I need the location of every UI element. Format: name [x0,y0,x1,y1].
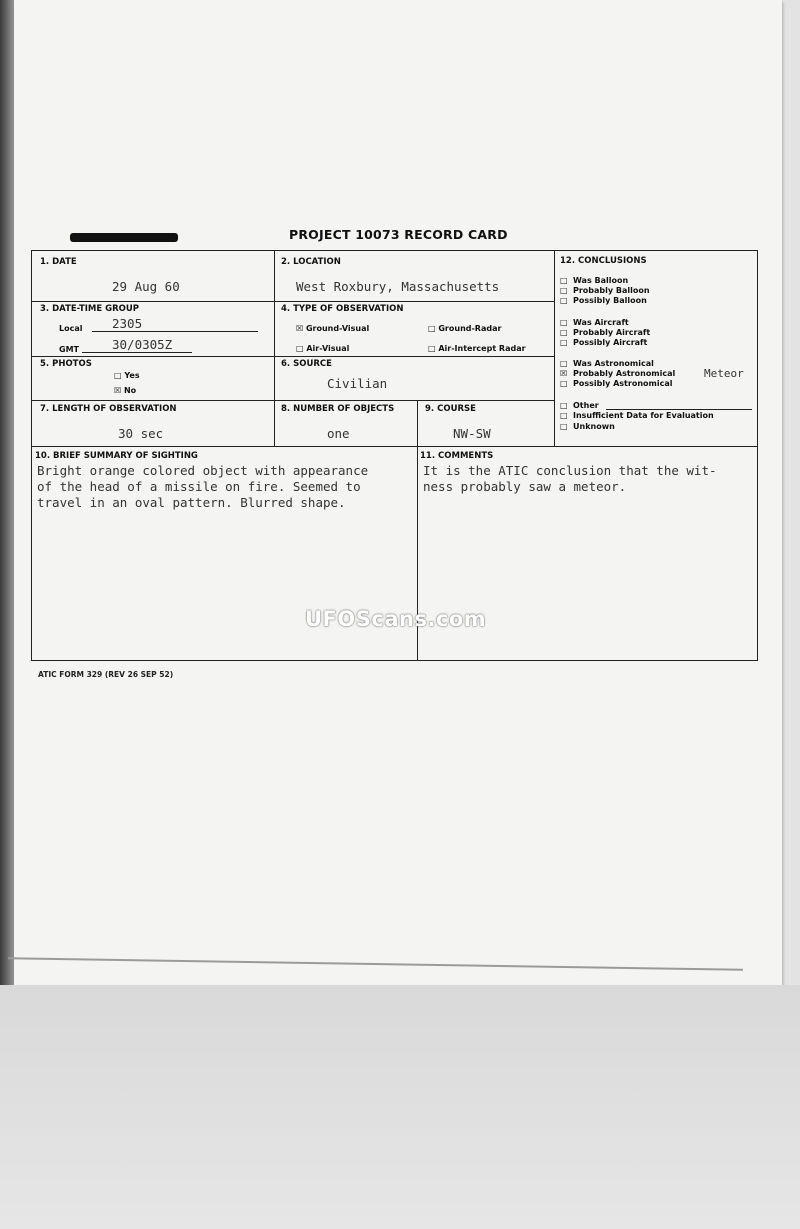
underlying-page [0,985,800,1229]
location-value: West Roxbury, Massachusetts [296,279,500,294]
probably-aircraft-option: □ Probably Aircraft [560,328,651,337]
photos-no-option: ☒ No [114,386,137,395]
summary-label: 10. BRIEF SUMMARY OF SIGHTING [35,451,198,461]
checkbox-icon: □ [560,286,568,295]
ground-visual-option: ☒ Ground-Visual [296,324,370,333]
local-time-label: Local [59,324,83,333]
dtg-label: 3. DATE-TIME GROUP [40,304,140,314]
divider [274,250,275,446]
checkbox-icon: □ [560,328,568,337]
checkbox-icon: □ [296,344,304,353]
possibly-astronomical-option: □ Possibly Astronomical [560,379,673,388]
conclusions-label: 12. CONCLUSIONS [560,256,647,266]
was-balloon-option: □ Was Balloon [560,276,629,285]
checkbox-icon: □ [560,411,568,420]
photos-label: 5. PHOTOS [40,359,92,369]
summary-text: Bright orange colored object with appearance of the head of a missile on fire. Seemed to travel in an oval pattern. Blurred shape. [37,463,369,510]
divider [554,250,555,446]
possibly-aircraft-option: □ Possibly Aircraft [560,338,648,347]
checkbox-icon: □ [560,276,568,285]
course-label: 9. COURSE [425,404,476,414]
comments-label: 11. COMMENTS [420,451,494,461]
checkbox-icon: □ [560,379,568,388]
checkbox-icon: □ [560,359,568,368]
other-line [606,409,752,410]
was-astronomical-option: □ Was Astronomical [560,359,654,368]
divider [31,301,554,302]
gmt-value: 30/0305Z [112,337,173,352]
divider [31,400,554,401]
source-label: 6. SOURCE [281,359,332,369]
air-visual-option: □ Air-Visual [296,344,350,353]
ground-radar-option: □ Ground-Radar [428,324,502,333]
local-time-value: 2305 [112,316,143,331]
location-label: 2. LOCATION [281,257,341,267]
divider [31,356,554,357]
air-intercept-option: □ Air-Intercept Radar [428,344,526,353]
checked-box-icon: ☒ [296,324,304,333]
objects-value: one [327,426,350,441]
was-aircraft-option: □ Was Aircraft [560,318,629,327]
photos-yes-option: □ Yes [114,371,140,380]
insufficient-data-option: □ Insufficient Data for Evaluation [560,411,714,420]
gmt-line [82,352,192,353]
probably-astronomical-option: ☒ Probably Astronomical [560,369,676,378]
length-value: 30 sec [118,426,164,441]
checkbox-icon: □ [428,324,436,333]
checkbox-icon: □ [560,401,568,410]
checkbox-icon: □ [560,422,568,431]
meteor-note: Meteor [704,367,744,380]
checked-box-icon: ☒ [560,369,568,378]
source-value: Civilian [327,376,388,391]
checkbox-icon: □ [428,344,436,353]
objects-label: 8. NUMBER OF OBJECTS [281,404,395,414]
checkbox-icon: □ [560,338,568,347]
length-label: 7. LENGTH OF OBSERVATION [40,404,177,414]
local-time-line [92,331,258,332]
checkbox-icon: □ [560,296,568,305]
course-value: NW-SW [453,426,491,441]
comments-text: It is the ATIC conclusion that the wit- ness probably saw a meteor. [423,463,717,494]
observation-type-label: 4. TYPE OF OBSERVATION [281,304,404,314]
page-title: PROJECT 10073 RECORD CARD [289,227,508,242]
probably-balloon-option: □ Probably Balloon [560,286,650,295]
form-number: ATIC FORM 329 (REV 26 SEP 52) [38,670,174,679]
possibly-balloon-option: □ Possibly Balloon [560,296,647,305]
divider [31,446,758,447]
unknown-option: □ Unknown [560,422,615,431]
checked-box-icon: ☒ [114,386,122,395]
checkbox-icon: □ [560,318,568,327]
date-value: 29 Aug 60 [112,279,180,294]
other-option: □ Other [560,401,599,410]
checkbox-icon: □ [114,371,122,380]
watermark: UFOScans.com [305,607,487,631]
redaction-mark [70,233,178,242]
gmt-label: GMT [59,345,79,354]
date-label: 1. DATE [40,257,77,267]
